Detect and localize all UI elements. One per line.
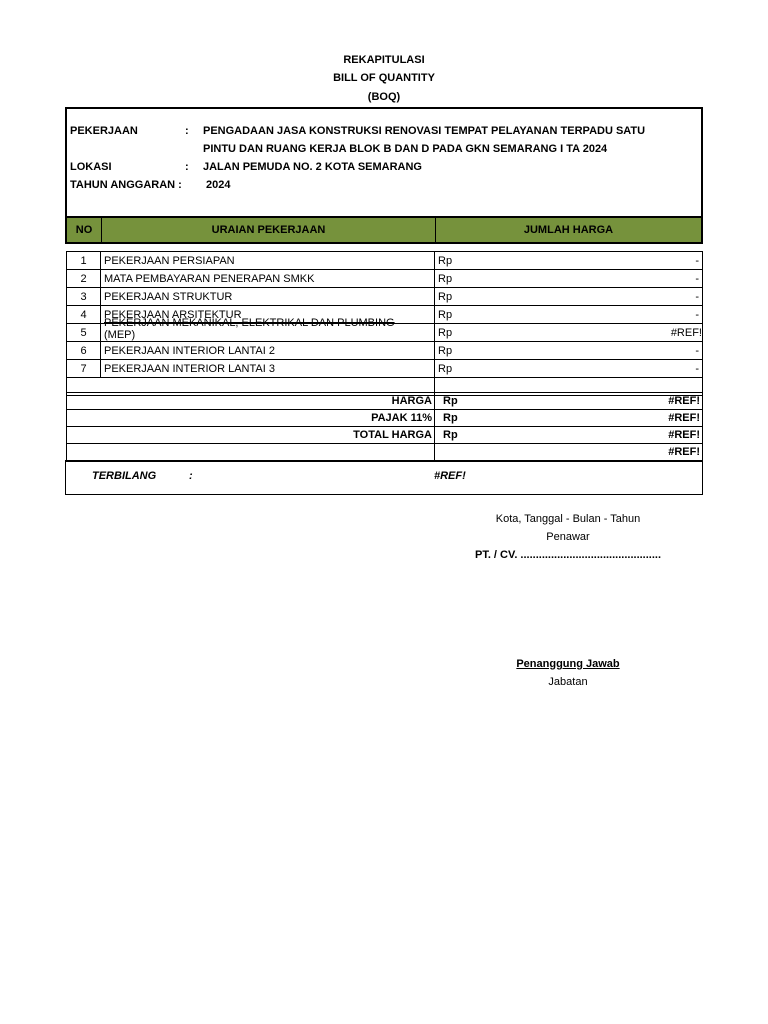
item-no: 6 xyxy=(67,342,101,360)
currency-label: Rp xyxy=(438,344,453,357)
item-no: 2 xyxy=(67,270,101,288)
item-desc: PEKERJAAN INTERIOR LANTAI 2 xyxy=(101,342,435,360)
pekerjaan-colon: : xyxy=(185,125,189,137)
pajak-value: #REF! xyxy=(668,412,700,424)
item-desc-line1: PEKERJAAN MEKANIKAL, ELEKTRIKAL DAN PLUMBING xyxy=(104,317,395,329)
pajak-label: PAJAK 11% xyxy=(67,410,435,427)
item-no: 7 xyxy=(67,360,101,378)
currency-label: Rp xyxy=(438,326,453,339)
item-value: - xyxy=(695,272,699,285)
currency-label: Rp xyxy=(443,395,458,407)
item-no: 3 xyxy=(67,288,101,306)
currency-label: Rp xyxy=(438,362,453,375)
harga-value: #REF! xyxy=(668,395,700,407)
table-row xyxy=(67,360,703,378)
item-desc: PEKERJAAN INTERIOR LANTAI 3 xyxy=(101,360,435,378)
pekerjaan-value-line2: PINTU DAN RUANG KERJA BLOK B DAN D PADA GKN SEMARANG I TA 2024 xyxy=(203,143,608,155)
table-header xyxy=(65,216,703,244)
rounded-row xyxy=(67,444,703,461)
header-uraian: URAIAN PEKERJAAN xyxy=(102,218,436,242)
item-desc: PEKERJAAN STRUKTUR xyxy=(101,288,435,306)
total-harga-label: TOTAL HARGA xyxy=(67,427,435,444)
table-row xyxy=(67,342,703,360)
company-name: PT. / CV. .............................................. xyxy=(474,549,662,561)
lokasi-colon: : xyxy=(185,161,189,173)
pajak-row xyxy=(67,410,703,427)
currency-label: Rp xyxy=(443,412,458,424)
item-no: 4 xyxy=(67,306,101,324)
role-penawar: Penawar xyxy=(546,531,590,543)
currency-label: Rp xyxy=(443,429,458,441)
items-table xyxy=(66,251,703,396)
header-jumlah: JUMLAH HARGA xyxy=(436,218,701,242)
terbilang-colon: : xyxy=(189,470,193,482)
title-recap: REKAPITULASI xyxy=(343,54,425,66)
item-no: 1 xyxy=(67,252,101,270)
table-row xyxy=(67,288,703,306)
terbilang-label: TERBILANG xyxy=(92,470,157,482)
item-desc: PEKERJAAN PERSIAPAN xyxy=(101,252,435,270)
pekerjaan-label: PEKERJAAN xyxy=(70,125,138,137)
total-harga-row xyxy=(67,427,703,444)
item-value: - xyxy=(695,308,699,321)
totals-table xyxy=(66,392,703,461)
item-value: #REF! xyxy=(670,326,702,339)
item-value: - xyxy=(695,290,699,303)
title-boq-abbr: (BOQ) xyxy=(367,91,401,103)
item-value: - xyxy=(695,362,699,375)
terbilang-value: #REF! xyxy=(434,470,466,482)
currency-label: Rp xyxy=(438,308,453,321)
item-desc: PEKERJAAN ARSITEKTUR xyxy=(101,306,435,324)
item-value: - xyxy=(695,344,699,357)
header-no: NO xyxy=(67,218,102,242)
tahun-anggaran-value: 2024 xyxy=(206,179,231,191)
harga-row xyxy=(67,393,703,410)
lokasi-value: JALAN PEMUDA NO. 2 KOTA SEMARANG xyxy=(203,161,422,173)
harga-label: HARGA xyxy=(67,393,435,410)
table-row xyxy=(67,252,703,270)
item-desc xyxy=(101,317,435,342)
total-harga-value: #REF! xyxy=(668,429,700,441)
table-row xyxy=(67,270,703,288)
currency-label: Rp xyxy=(438,290,453,303)
item-desc: MATA PEMBAYARAN PENERAPAN SMKK xyxy=(101,270,435,288)
currency-label: Rp xyxy=(438,254,453,267)
rounded-value: #REF! xyxy=(435,444,703,461)
position-title: Jabatan xyxy=(548,676,588,688)
terbilang-box xyxy=(65,460,703,495)
tahun-anggaran-label: TAHUN ANGGARAN : xyxy=(70,179,182,191)
pekerjaan-value-line1: PENGADAAN JASA KONSTRUKSI RENOVASI TEMPAT PELAYANAN TERPADU SATU xyxy=(203,125,646,137)
item-value: - xyxy=(695,254,699,267)
title-boq: BILL OF QUANTITY xyxy=(333,72,435,84)
responsible-name: Penanggung Jawab xyxy=(516,658,620,670)
item-desc-line2: (MEP) xyxy=(104,329,136,341)
currency-label: Rp xyxy=(438,272,453,285)
item-no: 5 xyxy=(67,324,101,342)
place-date: Kota, Tanggal - Bulan - Tahun xyxy=(495,513,641,525)
lokasi-label: LOKASI xyxy=(70,161,112,173)
table-row xyxy=(67,324,703,342)
